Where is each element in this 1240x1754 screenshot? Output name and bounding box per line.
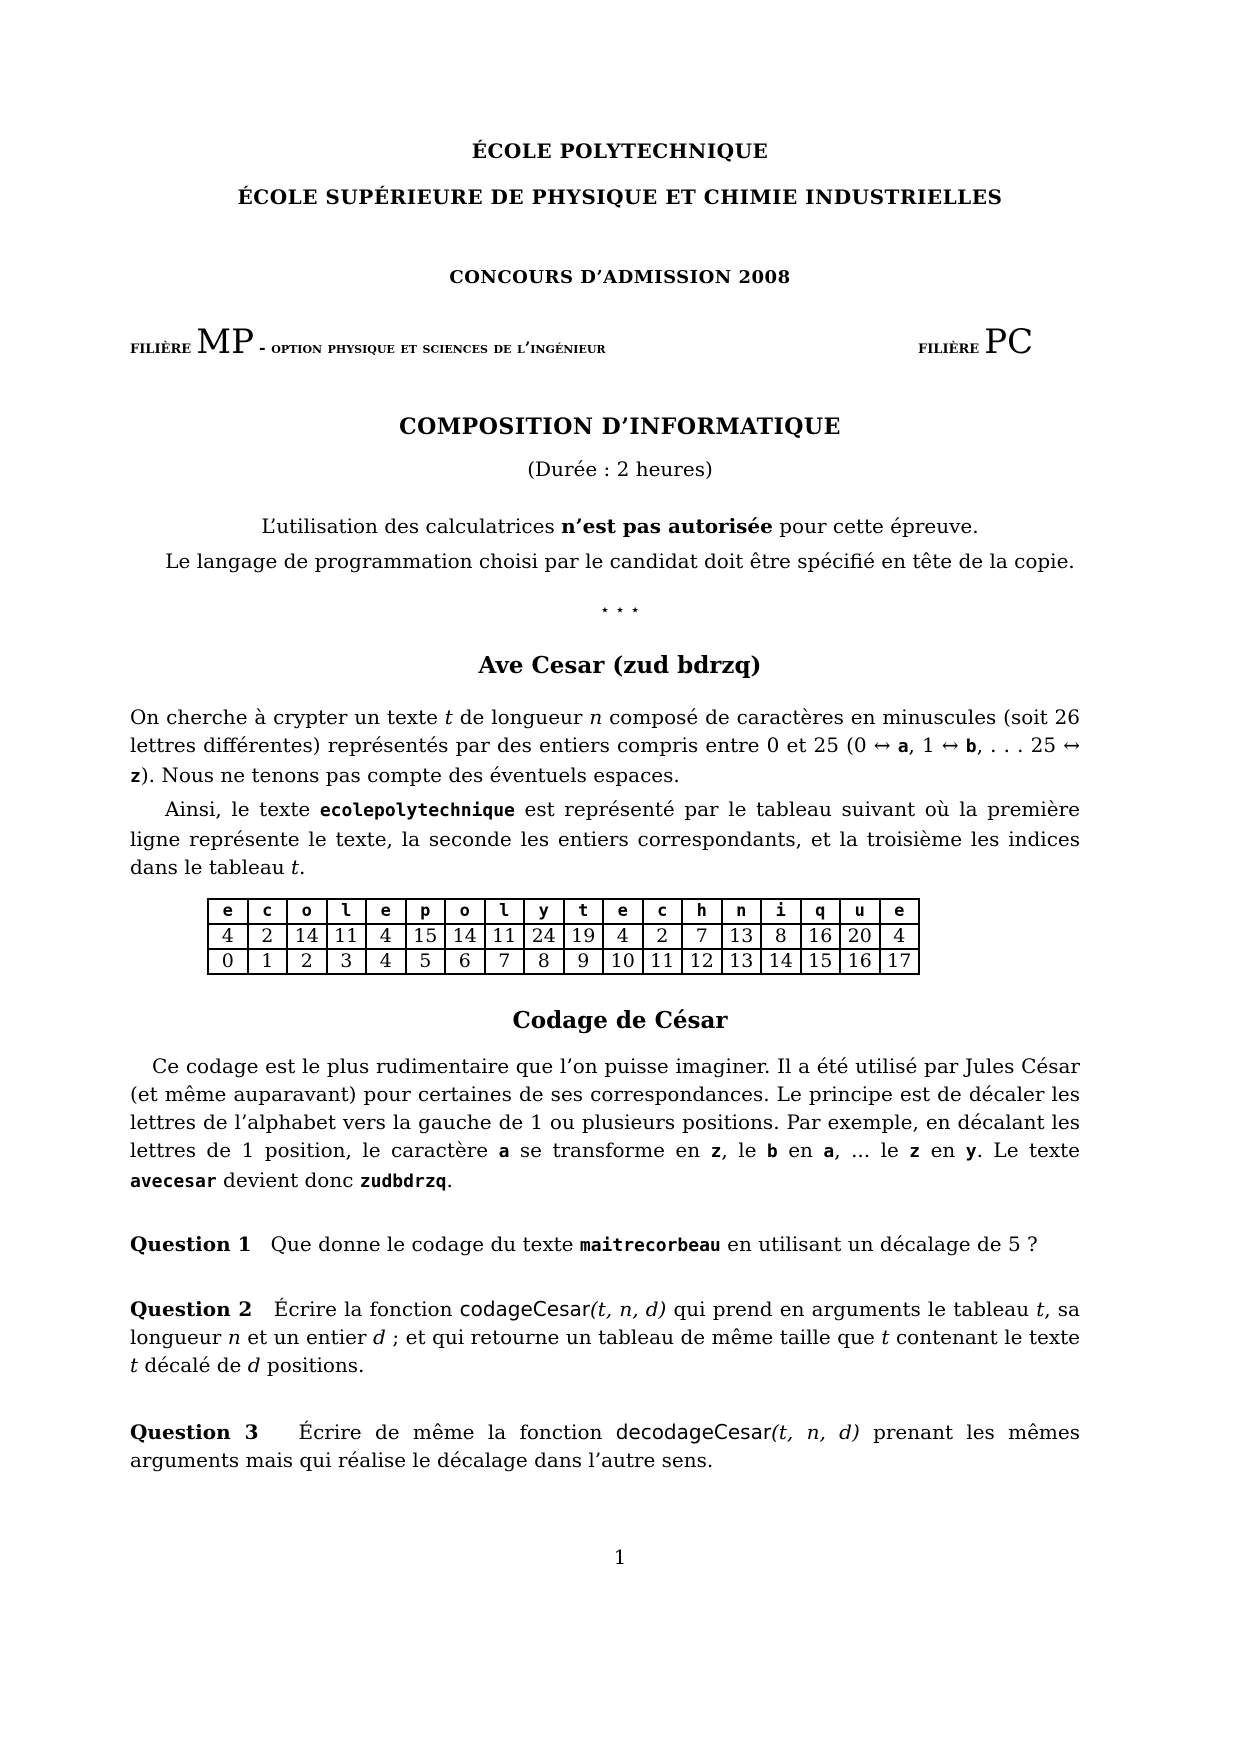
text: décalé de bbox=[138, 1353, 248, 1377]
text: en utilisant un décalage de 5 ? bbox=[720, 1232, 1038, 1256]
value-cell: 4 bbox=[366, 924, 406, 949]
concours-title: CONCOURS D’ADMISSION 2008 bbox=[449, 267, 791, 288]
text: en bbox=[777, 1138, 824, 1162]
composition-title: COMPOSITION D’INFORMATIQUE bbox=[399, 414, 841, 440]
school-title-2: ÉCOLE SUPÉRIEURE DE PHYSIQUE ET CHIMIE INDUSTRIELLES bbox=[237, 185, 1003, 209]
question-3 bbox=[130, 1418, 1080, 1474]
code-z: z bbox=[909, 1141, 921, 1162]
value-cell: 15 bbox=[406, 924, 446, 949]
var-t: t bbox=[881, 1325, 890, 1349]
instruction-bold: n’est pas autorisée bbox=[561, 514, 773, 538]
code-b: b bbox=[965, 736, 977, 757]
text: et un entier bbox=[240, 1325, 374, 1349]
option-text: - option physique et sciences de l’ingénieur bbox=[259, 338, 606, 357]
value-cell: 4 bbox=[208, 924, 248, 949]
value-cell: 2 bbox=[643, 924, 683, 949]
index-cell: 16 bbox=[840, 949, 880, 974]
code-z: z bbox=[710, 1141, 722, 1162]
page-number: 1 bbox=[613, 1545, 627, 1569]
text: prenant les mêmes arguments mais qui réalise le décalage dans l’autre sens. bbox=[130, 1420, 1080, 1472]
index-cell: 7 bbox=[485, 949, 525, 974]
letter-cell: o bbox=[287, 899, 327, 924]
value-cell: 24 bbox=[524, 924, 564, 949]
table-row-indices bbox=[208, 949, 919, 974]
text: contenant le texte bbox=[889, 1325, 1080, 1349]
letter-cell: h bbox=[682, 899, 722, 924]
index-cell: 4 bbox=[366, 949, 406, 974]
index-cell: 3 bbox=[327, 949, 367, 974]
index-cell: 15 bbox=[801, 949, 841, 974]
text: qui prend en arguments le tableau bbox=[666, 1297, 1037, 1321]
text: en bbox=[920, 1138, 966, 1162]
value-cell: 14 bbox=[445, 924, 485, 949]
index-cell: 2 bbox=[287, 949, 327, 974]
letter-cell: e bbox=[880, 899, 920, 924]
text: , . . . 25 ↔ bbox=[976, 733, 1080, 757]
text: devient donc bbox=[216, 1168, 360, 1192]
value-cell: 11 bbox=[327, 924, 367, 949]
code-zudbdrzq: zudbdrzq bbox=[359, 1171, 447, 1192]
index-cell: 1 bbox=[248, 949, 288, 974]
letter-cell: o bbox=[445, 899, 485, 924]
var-d: d bbox=[373, 1325, 386, 1349]
text: , le bbox=[721, 1138, 767, 1162]
code-maitrecorbeau: maitrecorbeau bbox=[579, 1235, 721, 1256]
index-cell: 9 bbox=[564, 949, 604, 974]
letter-cell: y bbox=[524, 899, 564, 924]
filiere-pc-line bbox=[918, 322, 1033, 362]
value-cell: 8 bbox=[761, 924, 801, 949]
function-name: codageCesar bbox=[459, 1297, 590, 1321]
table-row-letters bbox=[208, 899, 919, 924]
text: de longueur bbox=[452, 705, 590, 729]
index-cell: 8 bbox=[524, 949, 564, 974]
instruction-line-2: Le langage de programmation choisi par le candidat doit être spécifié en tête de la copie. bbox=[165, 549, 1075, 573]
index-cell: 12 bbox=[682, 949, 722, 974]
letters-table bbox=[207, 898, 920, 975]
var-t: t bbox=[290, 855, 300, 879]
section-title-codage: Codage de César bbox=[512, 1007, 728, 1034]
filiere-mp: MP bbox=[196, 322, 254, 362]
text: , sa longueur bbox=[130, 1297, 1080, 1349]
value-cell: 4 bbox=[603, 924, 643, 949]
letter-cell: c bbox=[248, 899, 288, 924]
index-cell: 17 bbox=[880, 949, 920, 974]
function-args: (t, n, d) bbox=[771, 1420, 860, 1444]
text: Ce codage est le plus rudimentaire que l’on puisse imaginer. Il a été utilisé par Jules César (et même auparavant) pour certaines de ses correspondances. Le principe est de décaler les lettres de l’alphabet vers la gauche de 1 ou plusieurs positions. Par exemple, en décalant les lettres de 1 position, le caractère bbox=[130, 1054, 1080, 1162]
value-cell: 13 bbox=[722, 924, 762, 949]
letter-cell: p bbox=[406, 899, 446, 924]
value-cell: 7 bbox=[682, 924, 722, 949]
var-n: n bbox=[227, 1325, 241, 1349]
code-a: a bbox=[823, 1141, 835, 1162]
text: Écrire de même la fonction bbox=[298, 1420, 616, 1444]
text: se transforme en bbox=[509, 1138, 711, 1162]
function-args: (t, n, d) bbox=[589, 1297, 667, 1321]
index-cell: 10 bbox=[603, 949, 643, 974]
value-cell: 2 bbox=[248, 924, 288, 949]
text: est représenté par le tableau suivant où la première ligne représente le texte, la seconde les entiers correspondants, et la troisième les indices dans le tableau bbox=[130, 797, 1080, 879]
function-name: decodageCesar bbox=[615, 1420, 772, 1444]
letter-cell: l bbox=[327, 899, 367, 924]
letter-cell: t bbox=[564, 899, 604, 924]
text: Écrire la fonction bbox=[273, 1297, 460, 1321]
letter-cell: e bbox=[603, 899, 643, 924]
letter-cell: q bbox=[801, 899, 841, 924]
table-row-values bbox=[208, 924, 919, 949]
code-ecolepolytechnique: ecolepolytechnique bbox=[319, 800, 515, 821]
index-cell: 5 bbox=[406, 949, 446, 974]
text: Que donne le codage du texte bbox=[270, 1232, 580, 1256]
filiere-label: filière bbox=[130, 337, 192, 358]
value-cell: 16 bbox=[801, 924, 841, 949]
var-t: t bbox=[130, 1353, 139, 1377]
value-cell: 4 bbox=[880, 924, 920, 949]
text: ; et qui retourne un tableau de même taille que bbox=[385, 1325, 882, 1349]
code-a: a bbox=[897, 736, 909, 757]
paragraph-example bbox=[130, 795, 1080, 881]
text: positions. bbox=[260, 1353, 365, 1377]
duration: (Durée : 2 heures) bbox=[527, 457, 713, 481]
index-cell: 11 bbox=[643, 949, 683, 974]
instruction-line-1 bbox=[0, 514, 1240, 538]
question-label: Question 3 bbox=[130, 1420, 259, 1444]
code-z: z bbox=[130, 766, 141, 787]
text: . bbox=[446, 1168, 453, 1192]
instruction-text: pour cette épreuve. bbox=[772, 514, 979, 538]
text: . bbox=[299, 855, 306, 879]
var-d: d bbox=[247, 1353, 261, 1377]
var-t: t bbox=[444, 705, 453, 729]
value-cell: 19 bbox=[564, 924, 604, 949]
value-cell: 20 bbox=[840, 924, 880, 949]
text: ). Nous ne tenons pas compte des éventuels espaces. bbox=[140, 763, 680, 787]
code-b: b bbox=[766, 1141, 778, 1162]
letter-cell: u bbox=[840, 899, 880, 924]
question-2 bbox=[130, 1295, 1080, 1379]
value-cell: 11 bbox=[485, 924, 525, 949]
question-label: Question 2 bbox=[130, 1297, 253, 1321]
letter-cell: i bbox=[761, 899, 801, 924]
separator-stars: ⋆ ⋆ ⋆ bbox=[599, 600, 641, 619]
index-cell: 0 bbox=[208, 949, 248, 974]
paragraph-codage bbox=[130, 1052, 1080, 1196]
index-cell: 14 bbox=[761, 949, 801, 974]
letter-cell: e bbox=[366, 899, 406, 924]
text: composé de caractères en minuscules (soit 26 lettres différentes) représentés par des entiers compris entre 0 et 25 (0 ↔ bbox=[130, 705, 1080, 757]
section-title-ave-cesar: Ave Cesar (zud bdrzq) bbox=[478, 652, 762, 679]
text: On cherche à crypter un texte bbox=[130, 705, 445, 729]
text: . Le texte bbox=[976, 1138, 1081, 1162]
index-cell: 6 bbox=[445, 949, 485, 974]
paragraph-intro bbox=[130, 703, 1080, 791]
letter-cell: e bbox=[208, 899, 248, 924]
text: Ainsi, le texte bbox=[165, 797, 320, 821]
filiere-mp-line bbox=[130, 322, 606, 362]
letter-cell: c bbox=[643, 899, 683, 924]
letter-cell: l bbox=[485, 899, 525, 924]
index-cell: 13 bbox=[722, 949, 762, 974]
school-title-1: ÉCOLE POLYTECHNIQUE bbox=[471, 139, 769, 163]
filiere-label-2: filière bbox=[918, 337, 980, 358]
code-y: y bbox=[965, 1141, 977, 1162]
var-t: t bbox=[1036, 1297, 1045, 1321]
text: , ... le bbox=[834, 1138, 910, 1162]
instruction-text: L’utilisation des calculatrices bbox=[261, 514, 562, 538]
question-label: Question 1 bbox=[130, 1232, 252, 1256]
letter-cell: n bbox=[722, 899, 762, 924]
code-avecesar: avecesar bbox=[130, 1171, 217, 1192]
code-a: a bbox=[498, 1141, 510, 1162]
question-1 bbox=[130, 1230, 1080, 1260]
value-cell: 14 bbox=[287, 924, 327, 949]
text: , 1 ↔ bbox=[908, 733, 966, 757]
var-n: n bbox=[589, 705, 603, 729]
filiere-pc: PC bbox=[984, 322, 1034, 362]
